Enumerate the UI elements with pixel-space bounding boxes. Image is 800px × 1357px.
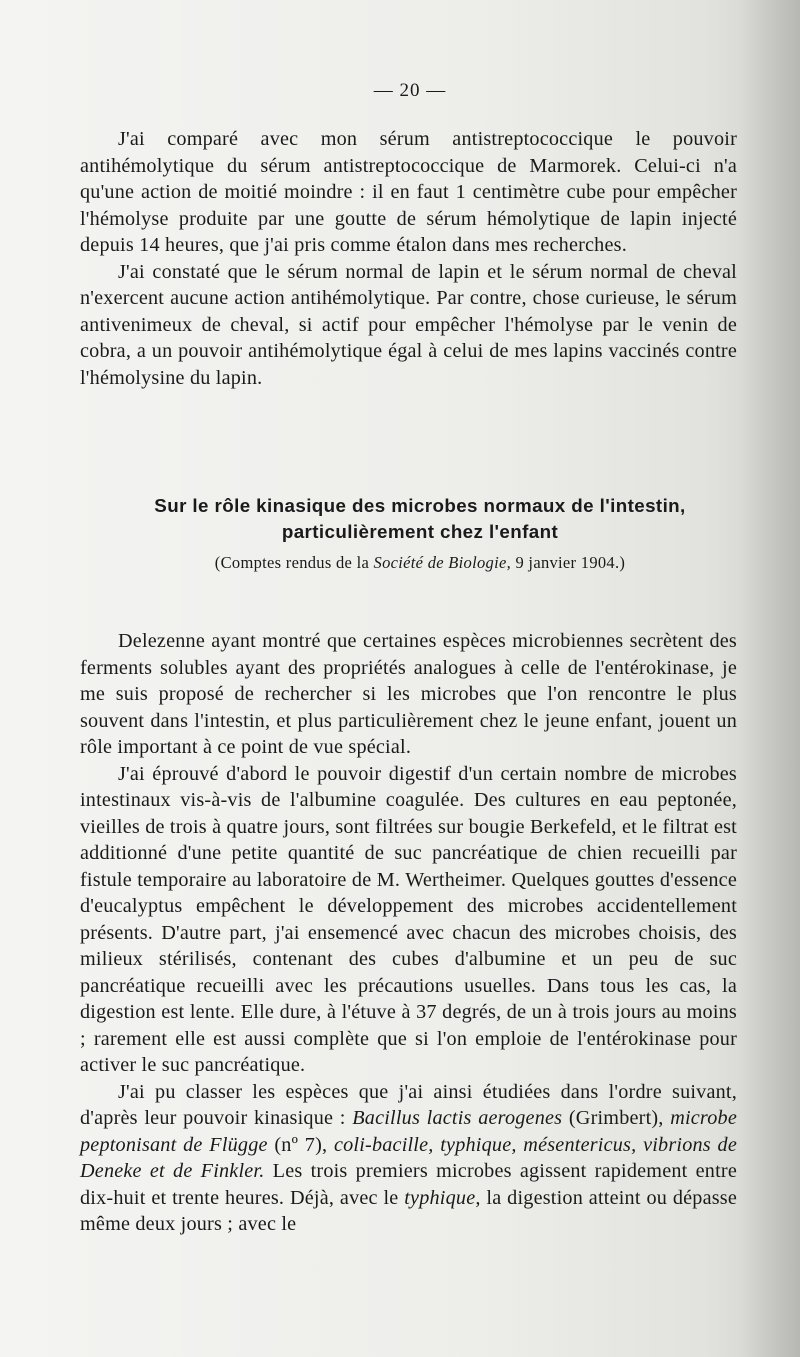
section-heading [80, 493, 760, 545]
citation-date: 9 janvier 1904.) [511, 553, 626, 572]
species-name: microbe peptonisant de Flügge [80, 1107, 737, 1156]
text-run: (nº 7), [267, 1133, 334, 1156]
page-number: — 20 — [373, 80, 447, 101]
text-run: Les trois premiers microbes agissent rapidement entre dix-huit et trente heures. Déjà, avec le [80, 1160, 737, 1209]
heading-line-2: particulièrement chez l'enfant [281, 521, 559, 542]
species-name: typhique, [404, 1186, 481, 1209]
source-citation [80, 553, 760, 573]
paragraph: J'ai éprouvé d'abord le pouvoir digestif d'un certain nombre de microbes intestinaux vis-à-vis de l'albumine coagulée. Des cultures en eau peptonée, vieilles de trois à quatre jours, sont filtrées sur bougie Berkefeld, et le filtrat est additionné d'une petite quantité de suc pancréatique de chien recueilli par fistule temporaire au laboratoire de M. Wertheimer. Quelques gouttes d'essence d'eucalyptus empêchent le développement des microbes accidentellement présents. D'autre part, j'ai ensemencé avec chacun des microbes choisis, des milieux stérilisés, contenant des cubes d'albumine et un peu de suc pancréatique recueilli avec les précautions usuelles. Dans tous les cas, la digestion est lente. Elle dure, à l'étuve à 37 degrés, de un à trois jours au moins ; rarement elle est aussi complète que si l'on emploie de l'entérokinase pour activer le suc pancréatique. [80, 762, 737, 1076]
section-2-body [80, 628, 737, 1238]
text-run: J'ai pu classer les espèces que j'ai ainsi étudiées dans l'ordre suivant, d'après leur pouvoir kinasique : [80, 1080, 737, 1129]
text-run: la digestion atteint ou dépasse même deux jours ; avec le [80, 1186, 738, 1235]
section-1-body [80, 126, 737, 391]
citation-prefix: (Comptes rendus de la [214, 553, 374, 572]
paragraph: Delezenne ayant montré que certaines espèces microbiennes secrètent des ferments solubles ayant des propriétés analogues à celle de l'entérokinase, je me suis proposé de rechercher si les microbes que l'on rencontre le plus souvent dans l'intestin, et plus particulièrement chez le jeune enfant, jouent un rôle important à ce point de vue spécial. [80, 630, 737, 758]
paragraph [80, 1079, 737, 1238]
citation-journal: Société de Biologie, [373, 553, 512, 572]
species-list: coli-bacille, typhique, mésentericus, vibrions de Deneke et de Finkler. [80, 1133, 738, 1182]
paragraph: J'ai comparé avec mon sérum antistreptococcique le pouvoir antihémolytique du sérum antistreptococcique de Marmorek. Celui-ci n'a qu'une action de moitié moindre : il en faut 1 centimètre cube pour empêcher l'hémolyse produite par une goutte de sérum hémolytique de lapin injecté depuis 14 heures, que j'ai pris comme étalon dans mes recherches. [80, 128, 737, 256]
page-edge-shadow [740, 0, 800, 1357]
species-name: Bacillus lactis aerogenes [352, 1107, 563, 1129]
paragraph: J'ai constaté que le sérum normal de lapin et le sérum normal de cheval n'exercent aucune action antihémolytique. Par contre, chose curieuse, le sérum antivenimeux de cheval, si actif pour empêcher l'hémolyse par le venin de cobra, a un pouvoir antihémolytique égal à celui de mes lapins vaccinés contre l'hémolysine du lapin. [80, 260, 737, 389]
text-run: (Grimbert), [562, 1107, 671, 1129]
heading-line-1: Sur le rôle kinasique des microbes normaux de l'intestin, [154, 495, 686, 516]
